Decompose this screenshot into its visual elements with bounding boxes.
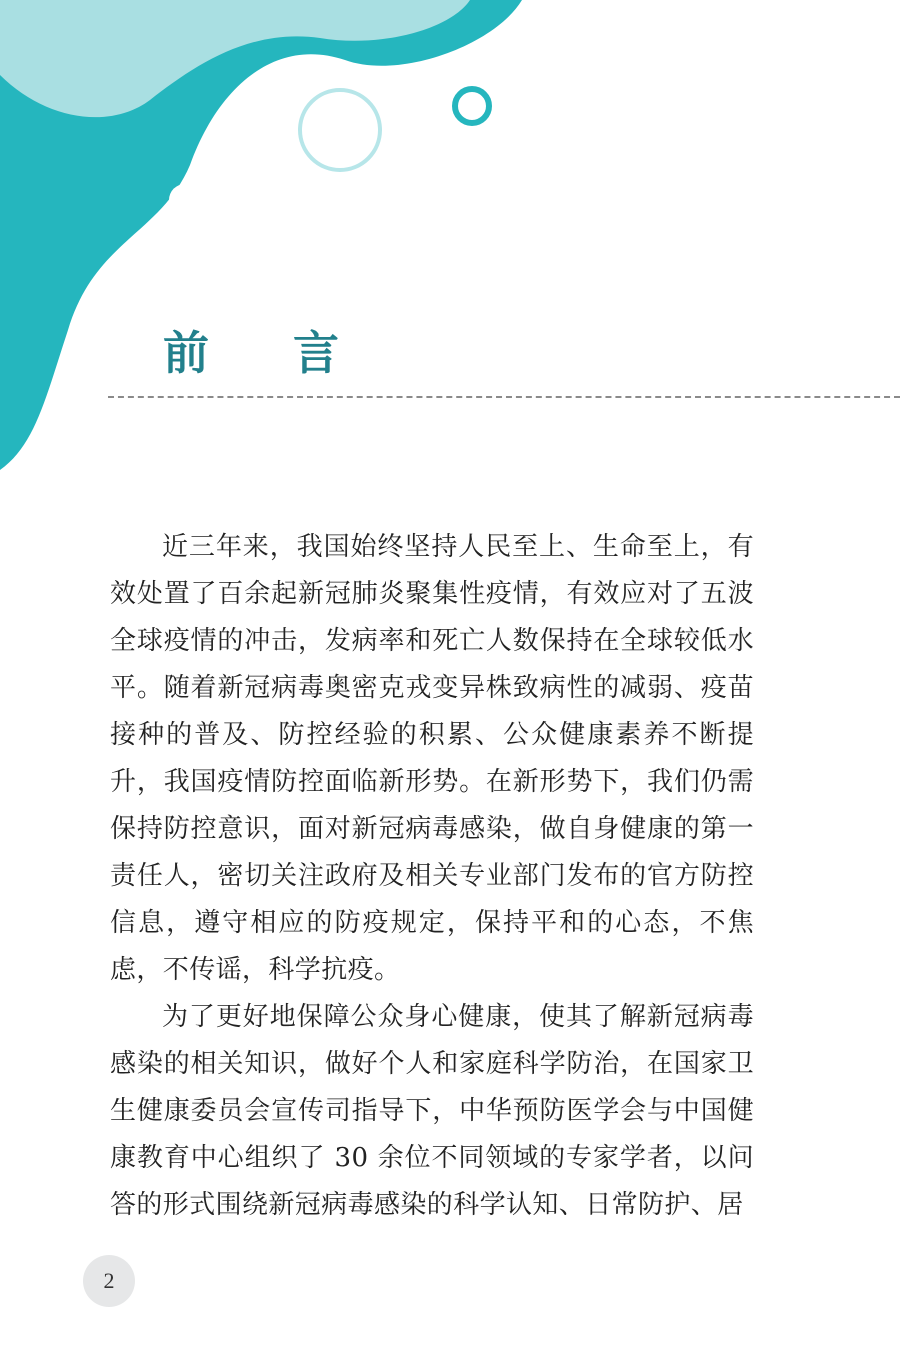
page-title: 前 言 [163, 326, 374, 380]
outline-circle-large [300, 90, 380, 170]
dashed-divider [108, 396, 900, 398]
page-number: 2 [103, 1268, 115, 1293]
page-number-badge [83, 1255, 135, 1307]
paragraph-2: 为了更好地保障公众身心健康，使其了解新冠病毒感染的相关知识，做好个人和家庭科学防治，在国家卫生健康委员会宣传司指导下，中华预防医学会与中国健康教育中心组织了 30 余位不同领域的专家学者，以问答的形式围绕新冠病毒感染的科学认知、日常防护、居 [110, 1002, 754, 1220]
preface-body [110, 524, 754, 1224]
outline-circle-small [455, 89, 489, 123]
decorative-background [0, 0, 900, 520]
paragraph-1: 近三年来，我国始终坚持人民至上、生命至上，有效处置了百余起新冠肺炎聚集性疫情，有效应对了五波全球疫情的冲击，发病率和死亡人数保持在全球较低水平。随着新冠病毒奥密克戎变异株致病性的减弱、疫苗接种的普及、防控经验的积累、公众健康素养不断提升，我国疫情防控面临新形势。在新形势下，我们仍需保持防控意识，面对新冠病毒感染，做自身健康的第一责任人，密切关注政府及相关专业部门发布的官方防控信息，遵守相应的防疫规定，保持平和的心态，不焦虑，不传谣，科学抗疫。 [110, 532, 754, 985]
white-dot [169, 184, 201, 216]
